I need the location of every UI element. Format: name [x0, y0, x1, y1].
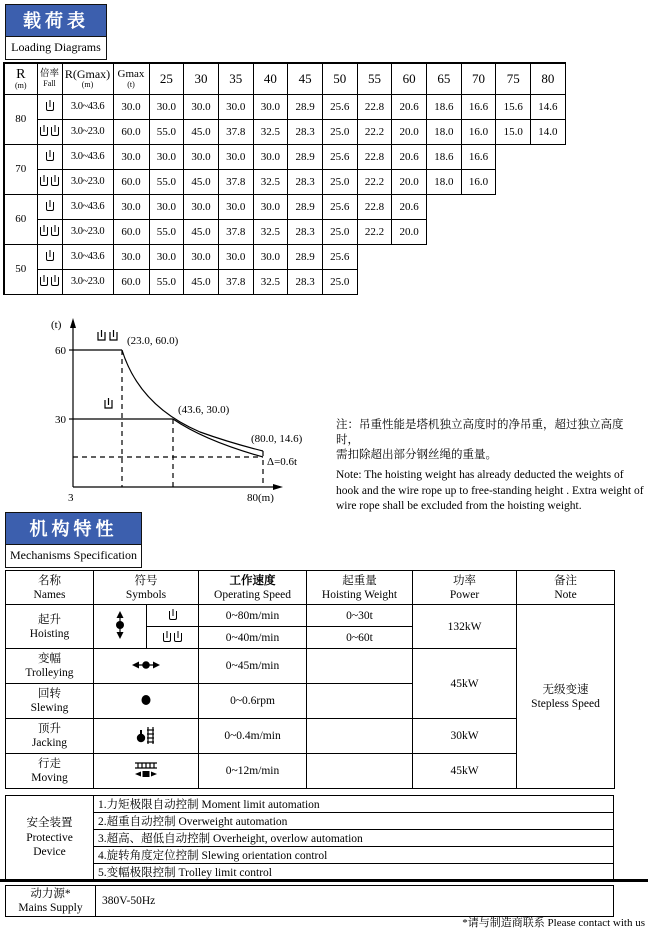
load-table-row: [4, 219, 565, 244]
load-value: 22.2: [357, 219, 392, 244]
load-value: 28.9: [288, 244, 323, 269]
note-cn-line2: 需扣除超出部分钢丝绳的重量。: [336, 449, 497, 461]
double-fall-icon: [98, 330, 117, 340]
col-header-fall: 倍率 Fall: [37, 63, 62, 94]
rgmax-range: 3.0~43.6: [62, 144, 113, 169]
load-value: 30.0: [218, 144, 253, 169]
load-value: [461, 219, 496, 244]
load-value: [392, 244, 427, 269]
jacking-power: 30kW: [413, 719, 517, 754]
load-value: 32.5: [253, 219, 288, 244]
divider-rule: [0, 879, 648, 882]
load-value: 28.3: [288, 169, 323, 194]
load-value: [427, 269, 462, 294]
mech-note-cell: 无级变速 Stepless Speed: [517, 605, 615, 789]
load-value: 25.0: [322, 219, 357, 244]
load-value: 30.0: [253, 144, 288, 169]
load-value: 16.0: [461, 169, 496, 194]
load-value: 28.3: [288, 119, 323, 144]
double-fall-icon: [40, 277, 48, 286]
load-value: [531, 244, 566, 269]
load-value: 25.0: [322, 269, 357, 294]
mains-supply-value: 380V-50Hz: [96, 886, 614, 917]
mains-supply-label: 动力源* Mains Supply: [6, 886, 96, 917]
hoisting-symbol-cell: [94, 605, 147, 649]
load-section-title-en: Loading Diagrams: [6, 37, 106, 59]
hoisting-speed-1: 0~80m/min: [199, 605, 307, 627]
hoisting-weight-2: 0~60t: [307, 627, 413, 649]
double-fall-icon: [51, 177, 59, 186]
load-value: 18.0: [427, 119, 462, 144]
hoisting-weight-1: 0~30t: [307, 605, 413, 627]
load-value: 22.2: [357, 119, 392, 144]
col-header-radius: 65: [427, 63, 462, 94]
load-value: [357, 269, 392, 294]
load-value: 28.9: [288, 94, 323, 119]
load-value: 45.0: [184, 169, 219, 194]
load-value: 15.0: [496, 119, 531, 144]
note-en: Note: The hoisting weight has already deducted the weights of hook and the wire rope up to free-standing height . Extra weight of wire rope shall be excluded from the hoisting weight.: [336, 469, 644, 512]
col-header-gmax: Gmax (t): [113, 63, 149, 94]
load-value: 30.0: [184, 244, 219, 269]
col-header-radius: 70: [461, 63, 496, 94]
load-value: 30.0: [149, 244, 184, 269]
rgmax-range: 3.0~23.0: [62, 269, 113, 294]
load-table-row: [4, 194, 565, 219]
load-value: 20.6: [392, 144, 427, 169]
hoisting-speed-2: 0~40m/min: [199, 627, 307, 649]
load-table-row: [4, 94, 565, 119]
gmax-value: 60.0: [113, 219, 149, 244]
slewing-speed: 0~0.6rpm: [199, 684, 307, 719]
safety-item: 5.变幅极限控制 Trolley limit control: [94, 864, 614, 881]
load-value: [531, 219, 566, 244]
load-value: 16.0: [461, 119, 496, 144]
load-value: 32.5: [253, 119, 288, 144]
trolleying-slewing-power: 45kW: [413, 649, 517, 719]
moving-power: 45kW: [413, 754, 517, 789]
load-value: 30.0: [184, 144, 219, 169]
notes-block: [336, 418, 644, 515]
safety-item: 3.超高、超低自动控制 Overheight, overlow automation: [94, 830, 614, 847]
double-fall-icon-cell: [37, 269, 62, 294]
single-fall-icon-cell: [37, 144, 62, 169]
safety-row: [6, 830, 614, 847]
mech-header-row: [6, 571, 615, 605]
load-value: 20.0: [392, 219, 427, 244]
load-value: 30.0: [184, 194, 219, 219]
radius-group-label: 60: [4, 194, 37, 244]
single-fall-icon-cell: [37, 194, 62, 219]
chart-tick-80m: 80(m): [247, 492, 274, 504]
load-value: 28.9: [288, 144, 323, 169]
load-value: 55.0: [149, 169, 184, 194]
load-value: 55.0: [149, 269, 184, 294]
mech-row-hoisting-1: [6, 605, 615, 627]
single-fall-icon: [46, 202, 54, 211]
mech-col-note: 备注 Note: [517, 571, 615, 605]
mechanisms-table: [5, 570, 615, 789]
safety-item: 4.旋转角度定位控制 Slewing orientation control: [94, 847, 614, 864]
load-value: 22.8: [357, 194, 392, 219]
double-fall-icon: [51, 127, 59, 136]
load-value: 18.6: [427, 144, 462, 169]
col-header-radius: 50: [322, 63, 357, 94]
moving-symbol-icon: [133, 761, 159, 778]
gmax-value: 60.0: [113, 119, 149, 144]
load-value: 30.0: [149, 94, 184, 119]
chart-point-3: (80.0, 14.6): [251, 433, 303, 445]
safety-row: [6, 864, 614, 881]
col-header-rgmax: R(Gmax) (m): [62, 63, 113, 94]
hoisting-single-fall-cell: [147, 605, 199, 627]
load-value: [531, 194, 566, 219]
col-header-radius: 45: [288, 63, 323, 94]
mech-name-moving: 行走 Moving: [6, 754, 94, 789]
rgmax-range: 3.0~23.0: [62, 119, 113, 144]
radius-group-label: 50: [4, 244, 37, 294]
rgmax-range: 3.0~43.6: [62, 244, 113, 269]
load-value: [496, 144, 531, 169]
trolleying-weight: [307, 649, 413, 684]
mech-name-hoisting: 起升 Hoisting: [6, 605, 94, 649]
double-fall-icon-cell: [37, 169, 62, 194]
load-table-row: [4, 169, 565, 194]
load-value: 30.0: [218, 94, 253, 119]
double-fall-icon-cell: [37, 219, 62, 244]
double-fall-icon: [51, 277, 59, 286]
load-value: [461, 244, 496, 269]
safety-table: [5, 795, 614, 881]
load-value: 25.6: [322, 94, 357, 119]
hoisting-double-fall-cell: [147, 627, 199, 649]
load-value: 32.5: [253, 269, 288, 294]
note-cn-line1: 注：吊重性能是塔机独立高度时的净吊重，超过独立高度时，: [336, 419, 624, 446]
footer-note: *请与制造商联系 Please contact with us: [462, 917, 645, 929]
safety-item: 2.超重自动控制 Overweight automation: [94, 813, 614, 830]
load-value: 25.6: [322, 194, 357, 219]
load-value: [392, 269, 427, 294]
chart-point-1: (23.0, 60.0): [127, 335, 179, 347]
single-fall-icon: [46, 252, 54, 261]
col-header-radius: 55: [357, 63, 392, 94]
mech-section-title-en: Mechanisms Specification: [6, 545, 141, 567]
double-fall-icon: [40, 127, 48, 136]
mains-supply-row: [6, 886, 614, 917]
safety-row: [6, 813, 614, 830]
chart-point-2: (43.6, 30.0): [178, 404, 230, 416]
load-value: 55.0: [149, 119, 184, 144]
load-value: 30.0: [253, 94, 288, 119]
double-fall-curve: [122, 350, 263, 451]
radius-group-label: 70: [4, 144, 37, 194]
moving-speed: 0~12m/min: [199, 754, 307, 789]
slewing-symbol-cell: [94, 684, 199, 719]
load-curve-chart: [5, 312, 335, 507]
load-value: 22.2: [357, 169, 392, 194]
load-value: 20.6: [392, 194, 427, 219]
load-value: 45.0: [184, 269, 219, 294]
load-value: 37.8: [218, 169, 253, 194]
load-value: 28.3: [288, 269, 323, 294]
single-fall-icon-cell: [37, 94, 62, 119]
load-value: 45.0: [184, 219, 219, 244]
mech-name-jacking: 顶升 Jacking: [6, 719, 94, 754]
load-table-header-row: [4, 63, 565, 94]
load-value: 30.0: [149, 144, 184, 169]
mech-name-trolleying: 变幅 Trolleying: [6, 649, 94, 684]
gmax-value: 30.0: [113, 244, 149, 269]
load-value: 22.8: [357, 94, 392, 119]
col-header-radius: 35: [218, 63, 253, 94]
load-value: 18.0: [427, 169, 462, 194]
gmax-value: 30.0: [113, 194, 149, 219]
mech-col-power: 功率 Power: [413, 571, 517, 605]
load-table-row: [4, 144, 565, 169]
load-value: 20.0: [392, 119, 427, 144]
safety-item: 1.力矩极限自动控制 Moment limit automation: [94, 796, 614, 813]
slewing-symbol-icon: [140, 694, 152, 706]
gmax-value: 60.0: [113, 269, 149, 294]
double-fall-icon: [51, 227, 59, 236]
trolleying-symbol-icon: [132, 660, 160, 670]
slewing-weight: [307, 684, 413, 719]
rgmax-range: 3.0~43.6: [62, 94, 113, 119]
load-value: [531, 269, 566, 294]
load-value: 28.9: [288, 194, 323, 219]
load-value: [496, 169, 531, 194]
load-value: 22.8: [357, 144, 392, 169]
load-value: 28.3: [288, 219, 323, 244]
hoisting-power: 132kW: [413, 605, 517, 649]
single-fall-icon: [46, 102, 54, 111]
chart-tick-30: 30: [55, 414, 66, 426]
mech-col-weight: 起重量 Hoisting Weight: [307, 571, 413, 605]
load-value: [531, 169, 566, 194]
load-value: [496, 194, 531, 219]
col-header-radius: 25: [149, 63, 184, 94]
double-fall-icon: [163, 633, 171, 642]
jacking-symbol-icon: [136, 725, 156, 745]
jacking-speed: 0~0.4m/min: [199, 719, 307, 754]
gmax-value: 60.0: [113, 169, 149, 194]
load-value: [461, 269, 496, 294]
mech-col-speed: 工作速度 Operating Speed: [199, 571, 307, 605]
load-value: [357, 244, 392, 269]
load-value: 14.6: [531, 94, 566, 119]
load-value: 18.6: [427, 94, 462, 119]
load-section-title-cn: 载荷表: [6, 5, 106, 37]
load-table-row: [4, 269, 565, 294]
rgmax-range: 3.0~23.0: [62, 169, 113, 194]
load-value: 30.0: [184, 94, 219, 119]
mech-col-names: 名称 Names: [6, 571, 94, 605]
load-value: 30.0: [253, 244, 288, 269]
load-value: [427, 194, 462, 219]
load-value: 30.0: [218, 194, 253, 219]
load-table-row: [4, 244, 565, 269]
mech-name-slewing: 回转 Slewing: [6, 684, 94, 719]
load-table: [3, 62, 566, 295]
rgmax-range: 3.0~43.6: [62, 194, 113, 219]
load-value: [496, 244, 531, 269]
double-fall-icon-cell: [37, 119, 62, 144]
col-header-r: R (m): [4, 63, 37, 94]
load-table-row: [4, 119, 565, 144]
col-header-radius: 75: [496, 63, 531, 94]
load-value: [461, 194, 496, 219]
chart-y-unit: (t): [51, 319, 62, 331]
load-value: 14.0: [531, 119, 566, 144]
gmax-value: 30.0: [113, 94, 149, 119]
col-header-radius: 80: [531, 63, 566, 94]
col-header-radius: 40: [253, 63, 288, 94]
single-fall-icon: [46, 152, 54, 161]
trolleying-speed: 0~45m/min: [199, 649, 307, 684]
mains-supply-table: [5, 885, 614, 917]
y-axis-arrow-icon: [70, 318, 76, 328]
chart-tick-60: 60: [55, 345, 66, 357]
chart-tick-3: 3: [68, 492, 74, 504]
load-value: 16.6: [461, 144, 496, 169]
load-value: 25.0: [322, 119, 357, 144]
load-value: 32.5: [253, 169, 288, 194]
jacking-symbol-cell: [94, 719, 199, 754]
rgmax-range: 3.0~23.0: [62, 219, 113, 244]
load-value: [427, 244, 462, 269]
safety-row: [6, 847, 614, 864]
moving-symbol-cell: [94, 754, 199, 789]
load-value: 37.8: [218, 219, 253, 244]
load-value: 20.6: [392, 94, 427, 119]
load-value: 45.0: [184, 119, 219, 144]
load-value: 25.6: [322, 144, 357, 169]
load-value: 30.0: [149, 194, 184, 219]
load-value: 20.0: [392, 169, 427, 194]
load-value: 25.0: [322, 169, 357, 194]
mech-section-title-cn: 机构特性: [6, 513, 141, 545]
jacking-weight: [307, 719, 413, 754]
gmax-value: 30.0: [113, 144, 149, 169]
safety-label: 安全装置 Protective Device: [6, 796, 94, 881]
double-fall-icon: [40, 227, 48, 236]
load-value: [496, 269, 531, 294]
double-fall-icon: [40, 177, 48, 186]
load-value: 30.0: [218, 244, 253, 269]
single-fall-icon: [169, 611, 177, 620]
load-section-header: [5, 4, 107, 60]
load-value: 37.8: [218, 119, 253, 144]
single-fall-icon: [105, 398, 112, 408]
load-value: 55.0: [149, 219, 184, 244]
col-header-radius: 60: [392, 63, 427, 94]
moving-weight: [307, 754, 413, 789]
hoisting-symbol-icon: [114, 611, 126, 639]
mech-section-header: [5, 512, 142, 568]
load-value: 37.8: [218, 269, 253, 294]
col-header-radius: 30: [184, 63, 219, 94]
radius-group-label: 80: [4, 94, 37, 144]
load-value: 25.6: [322, 244, 357, 269]
load-value: 16.6: [461, 94, 496, 119]
trolleying-symbol-cell: [94, 649, 199, 684]
load-value: 30.0: [253, 194, 288, 219]
load-value: [496, 219, 531, 244]
load-value: [427, 219, 462, 244]
chart-delta-label: Δ=0.6t: [267, 456, 298, 468]
safety-row: [6, 796, 614, 813]
single-fall-icon-cell: [37, 244, 62, 269]
mech-col-symbols: 符号 Symbols: [94, 571, 199, 605]
x-axis-arrow-icon: [273, 484, 283, 490]
load-value: 15.6: [496, 94, 531, 119]
load-value: [531, 144, 566, 169]
